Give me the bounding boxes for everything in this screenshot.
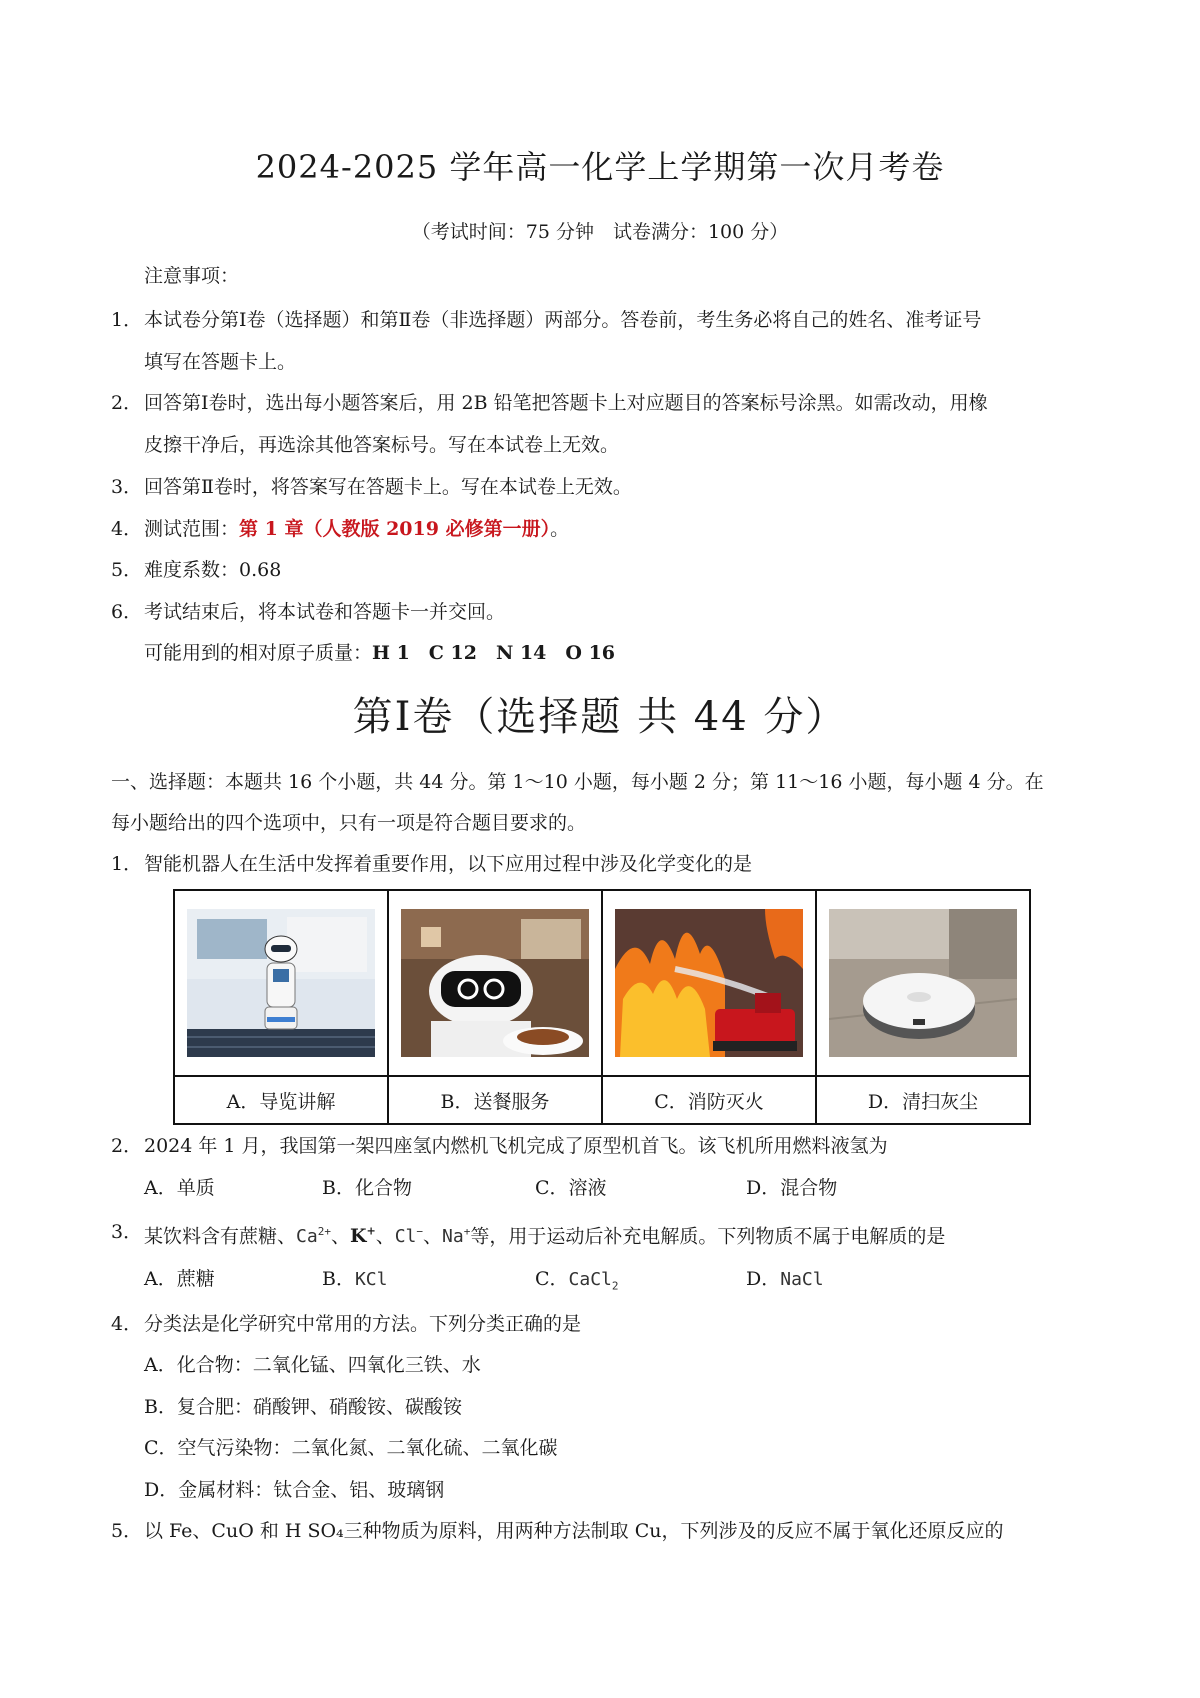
note-1-line1: 本试卷分第Ⅰ卷（选择题）和第Ⅱ卷（非选择题）两部分。答卷前，考生务必将自己的姓名、准考证号 <box>144 309 982 331</box>
ion-chloride-charge: − <box>416 1225 424 1239</box>
ion-calcium-symbol: Ca <box>296 1226 318 1248</box>
q3-option-d-formula: NaCl <box>780 1269 824 1290</box>
q1-option-c[interactable]: C．消防灭火 <box>602 1076 816 1124</box>
exam-subtitle: （考试时间：75 分钟 试卷满分：100 分） <box>411 221 789 243</box>
ion-chloride <box>395 1226 423 1247</box>
note-2-line1: 回答第Ⅰ卷时，选出每小题答案后，用 2B 铅笔把答题卡上对应题目的答案标号涂黑。如需改动，用橡 <box>144 392 988 414</box>
q4-option-a[interactable]: A．化合物：二氧化锰、四氧化三铁、水 <box>144 1354 481 1376</box>
note-4-suffix: 。 <box>550 518 570 540</box>
note-6-number: 6． <box>111 601 143 623</box>
sweeping-robot-image <box>829 909 1017 1057</box>
q3-option-c[interactable] <box>535 1267 619 1299</box>
q3-option-c-formula-subscript: 2 <box>611 1279 619 1293</box>
q2-number: 2． <box>111 1135 143 1157</box>
q3-option-c-formula-base: CaCl <box>568 1269 612 1290</box>
note-1-number: 1． <box>111 309 143 331</box>
note-2-number: 2． <box>111 392 143 414</box>
q3-option-d-label: D． <box>746 1268 781 1290</box>
q2-option-b[interactable]: B．化合物 <box>322 1177 412 1199</box>
atomic-mass-values: H 1 C 12 N 14 O 16 <box>372 642 616 664</box>
q1-option-d[interactable]: D．清扫灰尘 <box>816 1076 1030 1124</box>
q1-option-d-image-cell <box>816 890 1030 1076</box>
ion-sodium-charge: + <box>463 1225 471 1239</box>
note-4-prefix: 测试范围： <box>144 518 240 540</box>
q3-option-a[interactable]: A．蔗糖 <box>144 1268 215 1290</box>
ion-potassium <box>350 1225 376 1247</box>
q1-option-a[interactable]: A．导览讲解 <box>174 1076 388 1124</box>
section-intro-line2: 每小题给出的四个选项中，只有一项是符合题目要求的。 <box>111 812 587 834</box>
note-3-line1: 回答第Ⅱ卷时，将答案写在答题卡上。写在本试卷上无效。 <box>144 476 632 498</box>
q3-sep-2: 、 <box>375 1225 395 1248</box>
q3-text <box>144 1220 945 1249</box>
q2-option-c[interactable]: C．溶液 <box>535 1177 607 1199</box>
ion-sodium-symbol: Na <box>442 1226 464 1248</box>
section-title: 第Ⅰ卷（选择题 共 44 分） <box>352 694 848 740</box>
note-4-number: 4． <box>111 518 143 540</box>
q3-sep-1: 、 <box>330 1225 350 1248</box>
section-intro-line1: 一、选择题：本题共 16 个小题，共 44 分。第 1～10 小题，每小题 2 分；第 11～16 小题，每小题 4 分。在 <box>111 771 1044 793</box>
q4-option-d[interactable]: D．金属材料：钛合金、铝、玻璃钢 <box>144 1479 445 1501</box>
note-3-number: 3． <box>111 476 143 498</box>
q3-option-c-formula <box>568 1269 619 1293</box>
q4-number: 4． <box>111 1313 143 1335</box>
q4-option-c[interactable]: C．空气污染物：二氧化氮、二氧化硫、二氧化碳 <box>144 1437 558 1459</box>
note-1-line2: 填写在答题卡上。 <box>144 351 297 373</box>
q3-option-b-formula: KCl <box>354 1269 388 1290</box>
q3-text-b: 等，用于运动后补充电解质。下列物质不属于电解质的是 <box>470 1225 946 1248</box>
test-scope: 第 1 章（人教版 2019 必修第一册） <box>239 518 551 540</box>
note-6-line1: 考试结束后，将本试卷和答题卡一并交回。 <box>144 601 506 623</box>
notes-heading: 注意事项： <box>144 265 240 287</box>
note-5-line1: 难度系数：0.68 <box>144 559 282 581</box>
ion-chloride-symbol: Cl <box>394 1226 417 1248</box>
firefighting-robot-image <box>615 909 803 1057</box>
q5-number: 5． <box>111 1520 143 1542</box>
q3-number: 3． <box>111 1221 143 1243</box>
atomic-mass-line <box>144 641 615 665</box>
q2-text: 2024 年 1 月，我国第一架四座氢内燃机飞机完成了原型机首飞。该飞机所用燃料液氢为 <box>144 1135 888 1157</box>
q4-option-b[interactable]: B．复合肥：硝酸钾、硝酸铵、碳酸铵 <box>144 1396 462 1418</box>
q1-option-b[interactable]: B．送餐服务 <box>388 1076 602 1124</box>
note-2-line2: 皮擦干净后，再选涂其他答案标号。写在本试卷上无效。 <box>144 434 620 456</box>
q3-option-d[interactable] <box>746 1267 824 1292</box>
ion-calcium <box>296 1226 331 1247</box>
ion-calcium-charge: 2+ <box>317 1225 331 1239</box>
q2-option-a[interactable]: A．单质 <box>144 1177 215 1199</box>
exam-title: 2024-2025 学年高一化学上学期第一次月考卷 <box>255 148 945 186</box>
note-5-number: 5． <box>111 559 143 581</box>
delivery-robot-image <box>401 909 589 1057</box>
q2-option-d[interactable]: D．混合物 <box>746 1177 838 1199</box>
q1-number: 1． <box>111 853 143 875</box>
atomic-mass-prefix: 可能用到的相对原子质量： <box>144 642 373 664</box>
q3-option-b[interactable] <box>322 1267 387 1292</box>
q3-sep-3: 、 <box>423 1225 443 1248</box>
q1-option-c-image-cell <box>602 890 816 1076</box>
q1-option-b-image-cell <box>388 890 602 1076</box>
q1-option-a-image-cell <box>174 890 388 1076</box>
q4-text: 分类法是化学研究中常用的方法。下列分类正确的是 <box>144 1313 582 1335</box>
note-4-line <box>144 517 569 541</box>
q1-options-table <box>173 889 1031 1125</box>
q3-option-b-label: B． <box>322 1268 355 1290</box>
q3-text-a: 某饮料含有蔗糖、 <box>144 1225 297 1248</box>
ion-sodium <box>442 1226 470 1247</box>
ion-potassium-charge: + <box>366 1225 376 1238</box>
q3-option-c-label: C． <box>535 1268 569 1290</box>
ion-potassium-symbol: K <box>349 1225 367 1248</box>
q5-text: 以 Fe、CuO 和 H SO₄三种物质为原料，用两种方法制取 Cu，下列涉及的反应不属于氧化还原反应的 <box>144 1520 1004 1542</box>
q1-text: 智能机器人在生活中发挥着重要作用，以下应用过程中涉及化学变化的是 <box>144 853 753 875</box>
guide-robot-image <box>187 909 375 1057</box>
